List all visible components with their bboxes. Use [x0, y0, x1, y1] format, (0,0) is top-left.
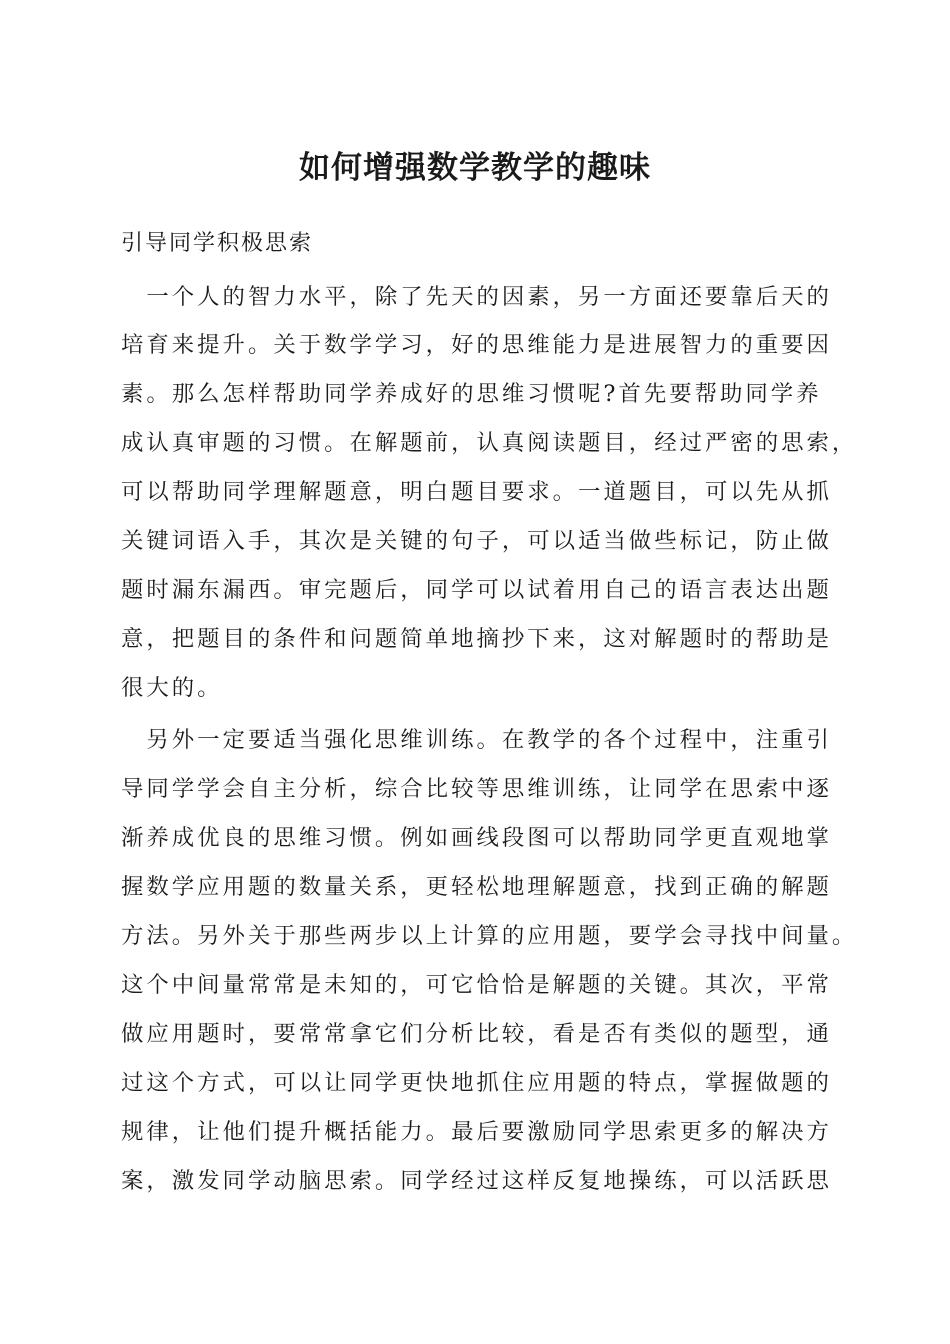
section-heading: 引导同学积极思索	[121, 231, 314, 256]
text-line: 素。那么怎样帮助同学养成好的思维习惯呢?首先要帮助同学养	[121, 381, 822, 407]
text-line: 培育来提升。关于数学学习，好的思维能力是进展智力的重要因	[121, 332, 832, 358]
text-line: 这个中间量常常是未知的，可它恰恰是解题的关键。其次，平常	[121, 972, 832, 998]
text-line: 成认真审题的习惯。在解题前，认真阅读题目，经过严密的思索，	[121, 430, 858, 456]
text-line: 一个人的智力水平，除了先天的因素，另一方面还要靠后天的	[121, 284, 832, 310]
text-line: 渐养成优良的思维习惯。例如画线段图可以帮助同学更直观地掌	[121, 825, 832, 851]
text-line: 另外一定要适当强化思维训练。在教学的各个过程中，注重引	[121, 727, 832, 753]
text-line: 过这个方式，可以让同学更快地抓住应用题的特点，掌握做题的	[121, 1070, 832, 1096]
text-line: 案，激发同学动脑思索。同学经过这样反复地操练，可以活跃思	[121, 1168, 832, 1194]
text-line: 关键词语入手，其次是关键的句子，可以适当做些标记，防止做	[121, 528, 832, 554]
text-line: 规律，让他们提升概括能力。最后要激励同学思索更多的解决方	[121, 1119, 832, 1145]
text-line: 方法。另外关于那些两步以上计算的应用题，要学会寻找中间量。	[121, 923, 858, 949]
document-title: 如何增强数学教学的趣味	[299, 150, 651, 186]
text-line: 可以帮助同学理解题意，明白题目要求。一道题目，可以先从抓	[121, 479, 832, 505]
text-line: 导同学学会自主分析，综合比较等思维训练，让同学在思索中逐	[121, 776, 832, 802]
text-line: 意，把题目的条件和问题简单地摘抄下来，这对解题时的帮助是	[121, 626, 832, 652]
text-line: 题时漏东漏西。审完题后，同学可以试着用自己的语言表达出题	[121, 577, 832, 603]
text-line: 做应用题时，要常常拿它们分析比较，看是否有类似的题型，通	[121, 1021, 832, 1047]
text-line: 很大的。	[121, 675, 223, 701]
text-line: 握数学应用题的数量关系，更轻松地理解题意，找到正确的解题	[121, 874, 832, 900]
